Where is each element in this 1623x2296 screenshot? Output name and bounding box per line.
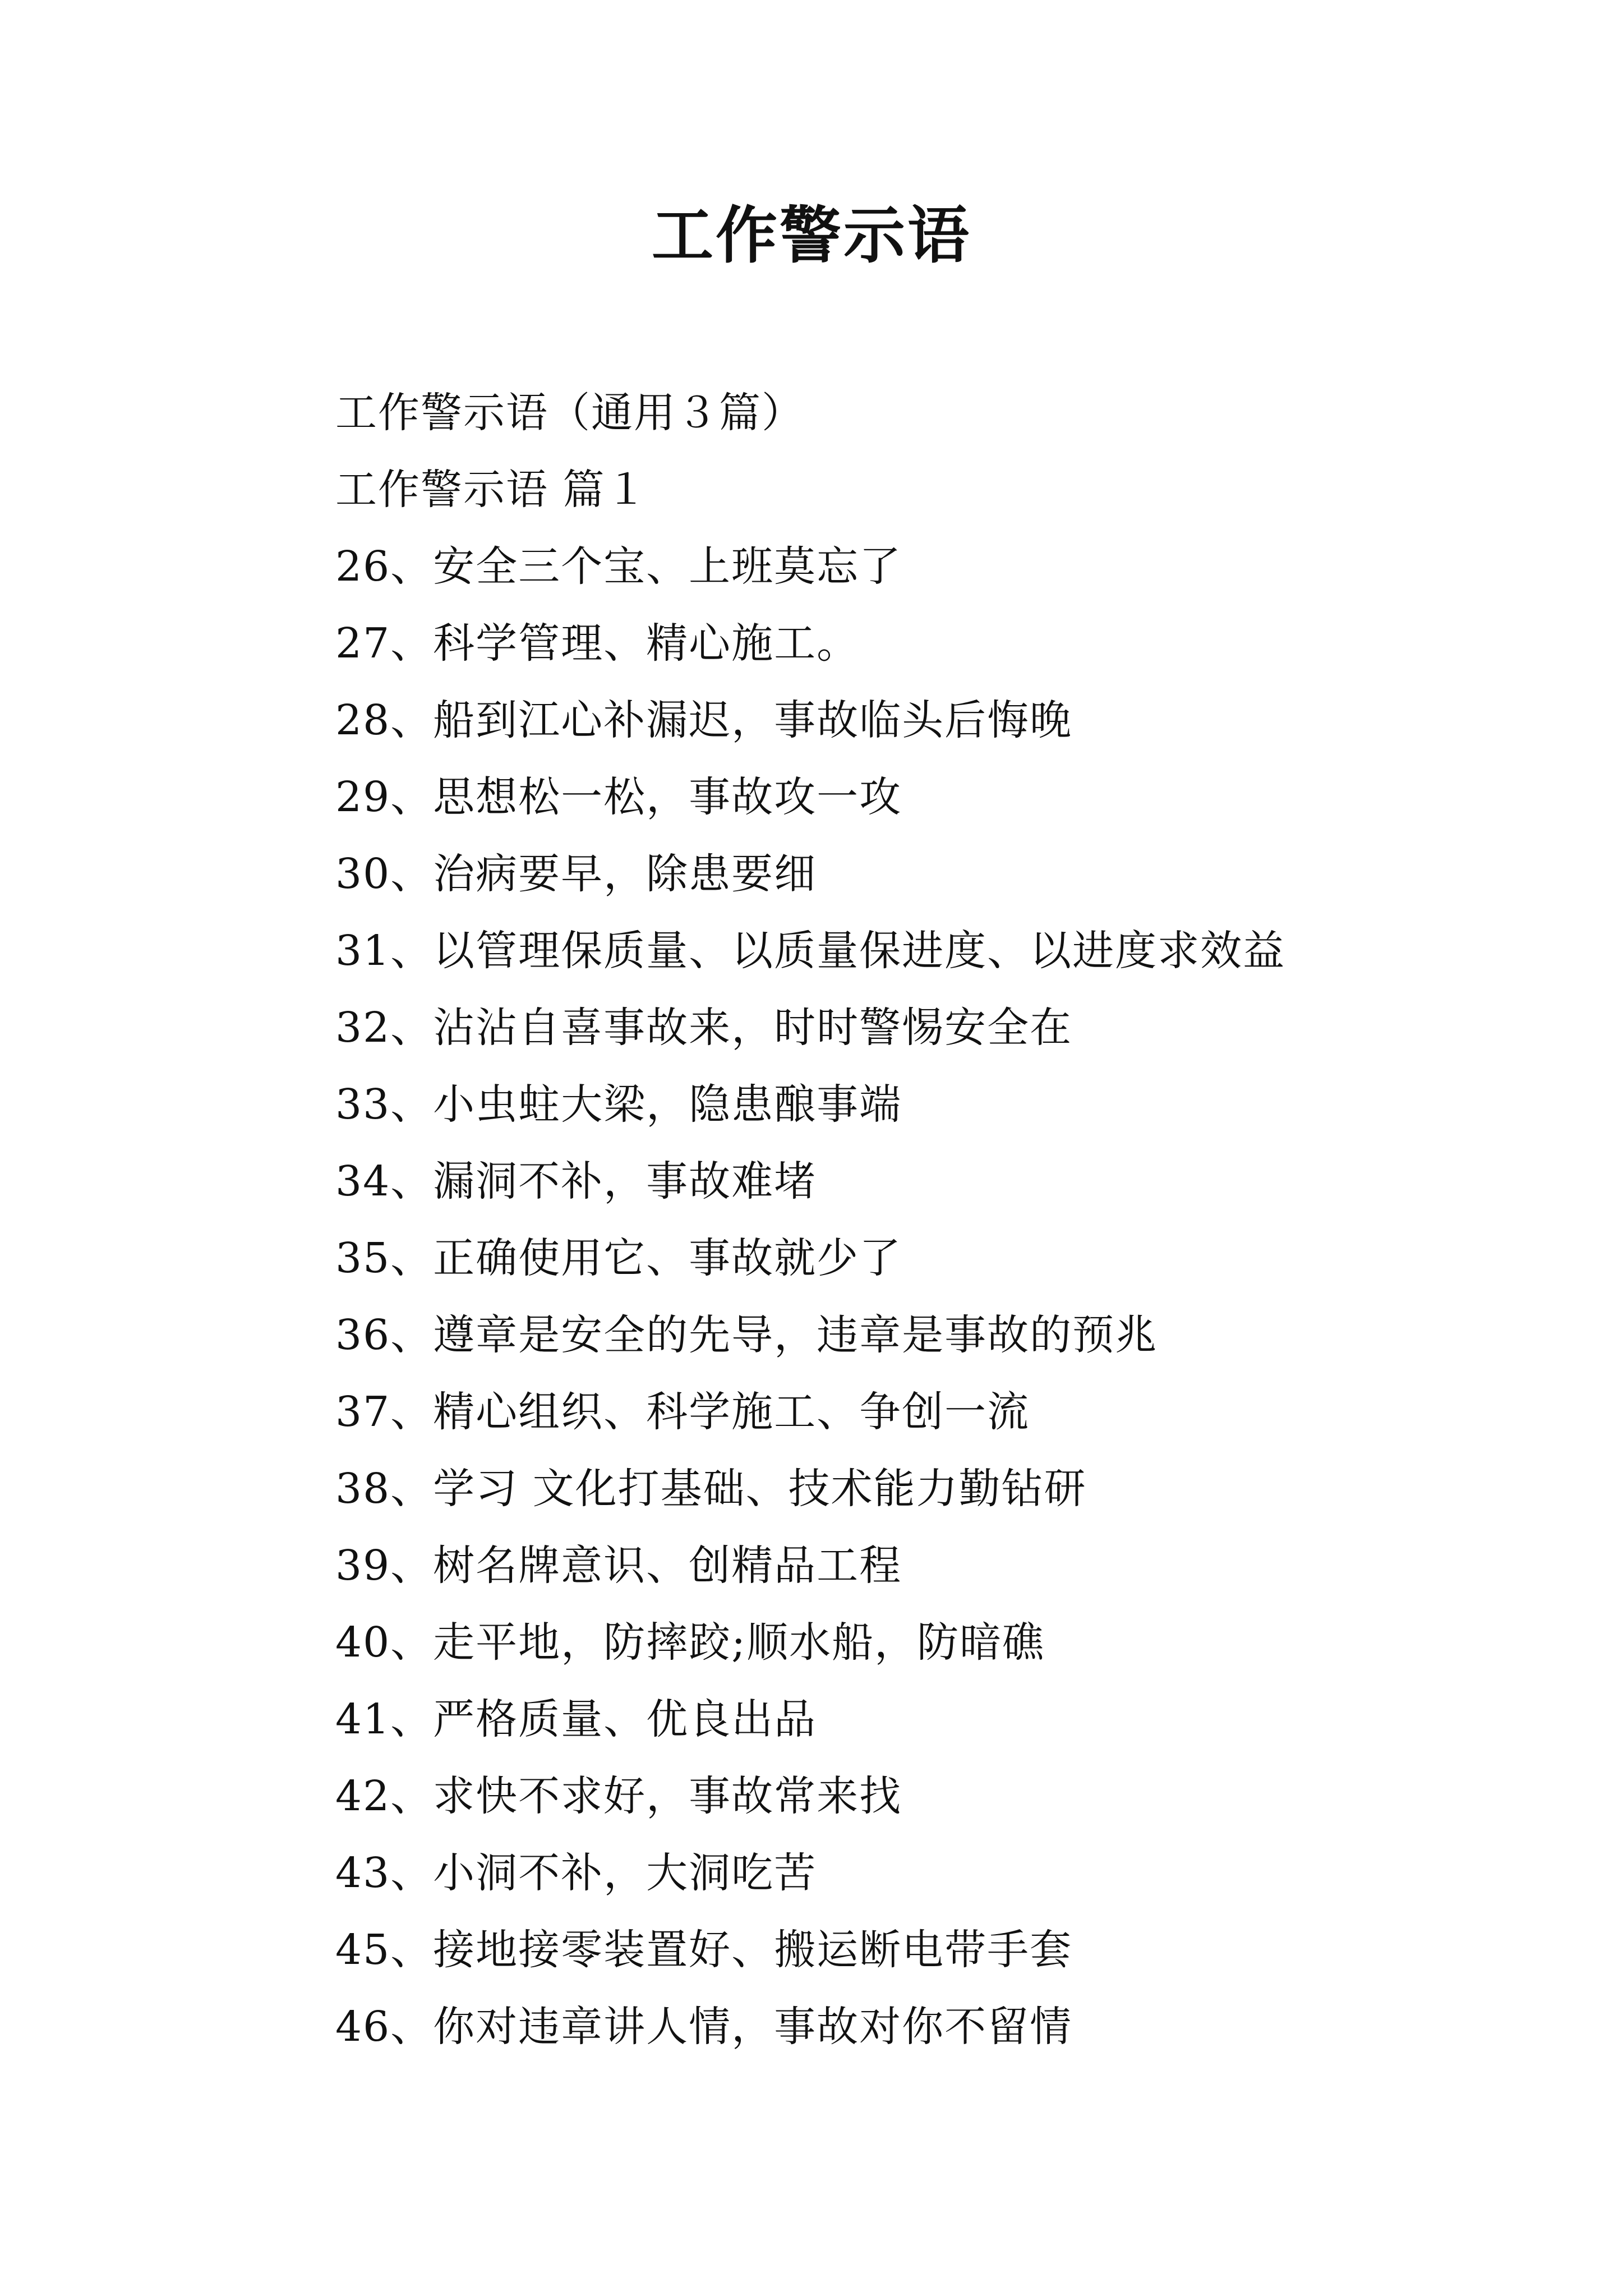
list-item: 40、走平地，防摔跤;顺水船，防暗礁 xyxy=(335,1618,1045,1667)
list-item: 41、严格质量、优良出品 xyxy=(335,1695,817,1743)
list-item: 46、你对违章讲人情，事故对你不留情 xyxy=(335,2003,1073,2051)
list-item: 28、船到江心补漏迟，事故临头后悔晚 xyxy=(335,696,1073,744)
list-item: 42、求快不求好，事故常来找 xyxy=(335,1772,902,1820)
list-item: 27、科学管理、精心施工。 xyxy=(335,619,860,668)
list-item: 32、沾沾自喜事故来，时时警惕安全在 xyxy=(335,1004,1073,1052)
document-body xyxy=(335,375,1513,2065)
section-heading: 工作警示语 篇１ xyxy=(335,466,648,514)
list-item: 34、漏洞不补，事故难堵 xyxy=(335,1157,817,1205)
list-item: 45、接地接零装置好、搬运断电带手套 xyxy=(335,1926,1073,1974)
list-item: 31、以管理保质量、以质量保进度、以进度求效益 xyxy=(335,927,1286,975)
list-item: 36、遵章是安全的先导，违章是事故的预兆 xyxy=(335,1311,1158,1359)
list-item: 38、学习 文化打基础、技术能力勤钻研 xyxy=(335,1465,1087,1513)
list-item: 37、精心组织、科学施工、争创一流 xyxy=(335,1388,1030,1436)
list-item: 26、安全三个宝、上班莫忘了 xyxy=(335,542,902,591)
document-title: 工作警示语 xyxy=(652,199,971,272)
list-item: 29、思想松一松，事故攻一攻 xyxy=(335,773,902,821)
list-item: 43、小洞不补，大洞吃苦 xyxy=(335,1849,817,1897)
list-item: 39、树名牌意识、创精品工程 xyxy=(335,1542,902,1590)
list-item: 33、小虫蛀大梁，隐患酿事端 xyxy=(335,1080,902,1129)
list-item: 30、治病要早，除患要细 xyxy=(335,850,817,898)
list-item: 35、正确使用它、事故就少了 xyxy=(335,1234,902,1282)
document-subtitle: 工作警示语（通用３篇） xyxy=(335,389,804,437)
